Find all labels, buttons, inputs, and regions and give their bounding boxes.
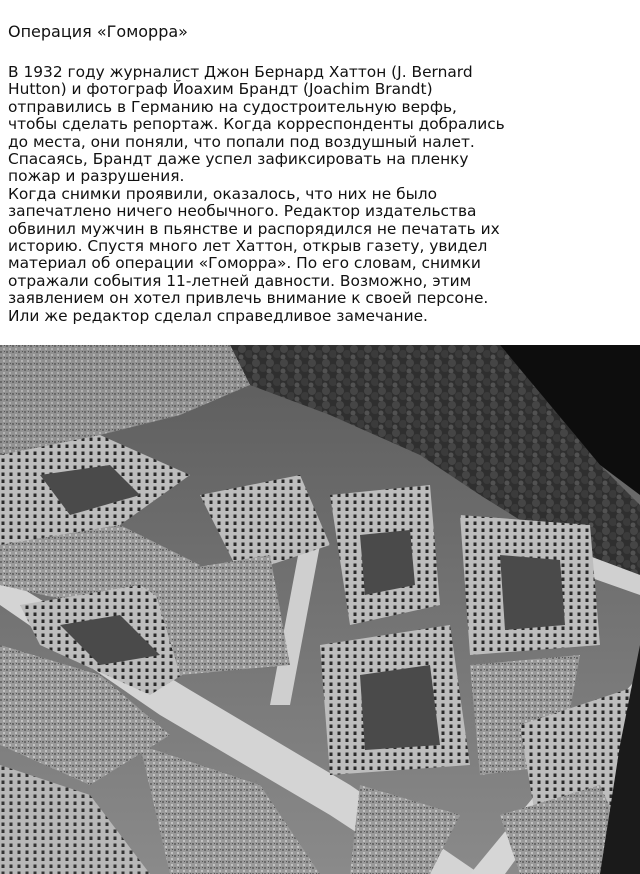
body-line: отражали события 11-летней давности. Возможно, этим <box>8 271 472 290</box>
body-line: историю. Спустя много лет Хаттон, открыв газету, увидел <box>8 237 488 256</box>
body-line: заявлением он хотел привлечь внимание к своей персоне. <box>8 289 489 308</box>
body-line: до места, они поняли, что попали под воздушный налет. <box>8 132 475 151</box>
body-line: Hutton) и фотограф Йоахим Брандт (Joachim Brandt) <box>8 80 433 99</box>
body-line: В 1932 году журналист Джон Бернард Хаттон (J. Bernard <box>8 63 473 81</box>
body-line: Спасаясь, Брандт даже успел зафиксировать на пленку <box>8 150 469 169</box>
body-line: запечатлено ничего необычного. Редактор издательства <box>8 202 477 221</box>
body-line: Или же редактор сделал справедливое замечание. <box>8 306 428 325</box>
body-line: Когда снимки проявили, оказалось, что них не было <box>8 184 438 203</box>
body-line: материал об операции «Гоморра». По его словам, снимки <box>8 254 481 273</box>
article-body <box>8 64 636 325</box>
body-line: пожар и разрушения. <box>8 167 185 186</box>
article-title: Операция «Гоморра» <box>8 22 188 41</box>
article-text <box>8 22 636 325</box>
body-line: отправились в Германию на судостроительную верфь, <box>8 97 457 116</box>
aerial-photo <box>0 345 640 874</box>
aerial-photo-drawing <box>0 345 640 874</box>
body-line: обвинил мужчин в пьянстве и распорядился не печатать их <box>8 219 500 238</box>
body-line: чтобы сделать репортаж. Когда корреспонденты добрались <box>8 115 505 134</box>
